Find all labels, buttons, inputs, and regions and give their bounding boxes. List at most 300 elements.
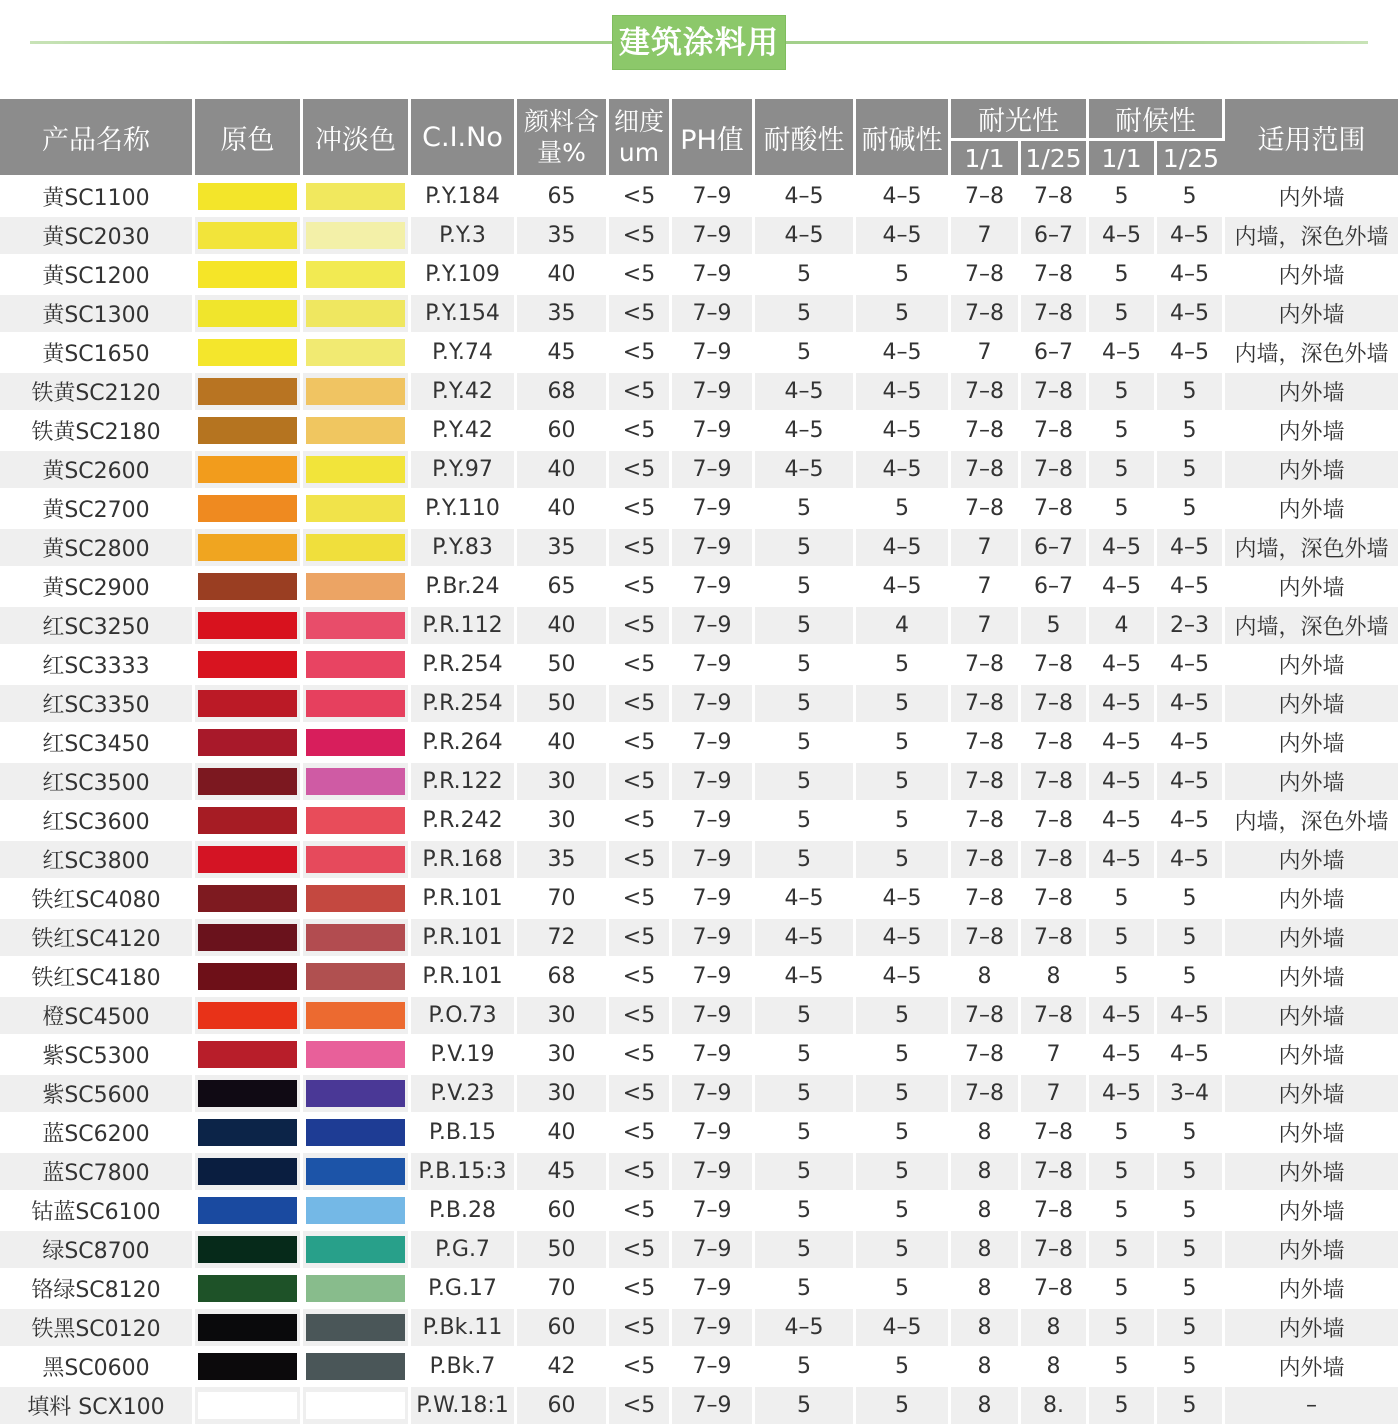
product-name-cell: 铁黑SC0120 (0, 1309, 195, 1348)
tint-color-swatch (306, 1080, 405, 1107)
pigment-content-cell: 70 (517, 1270, 609, 1309)
fineness-cell: <5 (609, 529, 672, 568)
table-row (0, 373, 1398, 412)
light-fastness-1-25-cell: 8 (1021, 1348, 1089, 1387)
tint-color-swatch (306, 222, 405, 249)
ci-no-cell: P.Y.83 (411, 529, 517, 568)
alkali-resistance-cell: 4–5 (856, 217, 951, 256)
weather-fastness-1-1-cell: 5 (1089, 1114, 1157, 1153)
alkali-resistance-cell: 5 (856, 646, 951, 685)
acid-resistance-cell: 5 (755, 529, 856, 568)
ph-value-cell: 7–9 (672, 1270, 755, 1309)
product-name-cell: 钴蓝SC6100 (0, 1192, 195, 1231)
ph-value-cell: 7–9 (672, 880, 755, 919)
table-body (0, 178, 1398, 1426)
application-cell: 内外墙 (1225, 1075, 1398, 1114)
light-fastness-1-25-cell: 7–8 (1021, 685, 1089, 724)
application-cell: 内外墙 (1225, 685, 1398, 724)
pigment-content-cell: 40 (517, 1114, 609, 1153)
alkali-resistance-cell: 5 (856, 1231, 951, 1270)
ci-no-cell: P.G.17 (411, 1270, 517, 1309)
application-cell: 内外墙 (1225, 1114, 1398, 1153)
product-name-cell: 红SC3450 (0, 724, 195, 763)
weather-fastness-1-1-cell: 4–5 (1089, 763, 1157, 802)
acid-resistance-cell: 5 (755, 1114, 856, 1153)
tint-color-cell (303, 373, 411, 412)
ci-no-cell: P.Y.42 (411, 373, 517, 412)
product-name-cell: 铁红SC4080 (0, 880, 195, 919)
pigment-content-cell: 35 (517, 529, 609, 568)
ph-value-cell: 7–9 (672, 451, 755, 490)
ci-no-cell: P.R.254 (411, 646, 517, 685)
weather-fastness-1-1-cell: 4–5 (1089, 802, 1157, 841)
light-fastness-1-1-cell: 7–8 (951, 841, 1021, 880)
fineness-cell: <5 (609, 685, 672, 724)
light-fastness-1-1-cell: 7–8 (951, 802, 1021, 841)
light-fastness-1-25-cell: 7 (1021, 1075, 1089, 1114)
product-name-cell: 紫SC5600 (0, 1075, 195, 1114)
ci-no-cell: P.Br.24 (411, 568, 517, 607)
table-row (0, 607, 1398, 646)
weather-fastness-1-1-cell: 5 (1089, 178, 1157, 217)
product-name-cell: 紫SC5300 (0, 1036, 195, 1075)
original-color-swatch (198, 417, 297, 444)
ci-no-cell: P.R.264 (411, 724, 517, 763)
tint-color-swatch (306, 300, 405, 327)
weather-fastness-1-1-cell: 5 (1089, 373, 1157, 412)
alkali-resistance-cell: 4–5 (856, 919, 951, 958)
table-row (0, 568, 1398, 607)
tint-color-cell (303, 997, 411, 1036)
table-row (0, 1270, 1398, 1309)
tint-color-swatch (306, 1275, 405, 1302)
original-color-swatch (198, 339, 297, 366)
original-color-swatch (198, 651, 297, 678)
application-cell: 内墙，深色外墙 (1225, 529, 1398, 568)
header-tint-color: 冲淡色 (303, 99, 411, 178)
tint-color-swatch (306, 924, 405, 951)
pigment-content-cell: 65 (517, 568, 609, 607)
weather-fastness-1-1-cell: 4–5 (1089, 685, 1157, 724)
original-color-swatch (198, 261, 297, 288)
ph-value-cell: 7–9 (672, 1231, 755, 1270)
table-row (0, 685, 1398, 724)
ph-value-cell: 7–9 (672, 919, 755, 958)
original-color-swatch (198, 222, 297, 249)
weather-fastness-1-25-cell: 5 (1157, 1114, 1225, 1153)
fineness-cell: <5 (609, 1036, 672, 1075)
tint-color-swatch (306, 1119, 405, 1146)
ph-value-cell: 7–9 (672, 412, 755, 451)
light-fastness-1-25-cell: 7–8 (1021, 841, 1089, 880)
original-color-cell (195, 451, 303, 490)
header-pigment-content (517, 99, 609, 178)
alkali-resistance-cell: 5 (856, 1348, 951, 1387)
ph-value-cell: 7–9 (672, 997, 755, 1036)
table-row (0, 1231, 1398, 1270)
tint-color-cell (303, 295, 411, 334)
original-color-cell (195, 997, 303, 1036)
alkali-resistance-cell: 5 (856, 724, 951, 763)
light-fastness-1-25-cell: 6–7 (1021, 529, 1089, 568)
table-row (0, 724, 1398, 763)
weather-fastness-1-1-cell: 4–5 (1089, 334, 1157, 373)
light-fastness-1-25-cell: 7–8 (1021, 451, 1089, 490)
weather-fastness-1-25-cell: 4–5 (1157, 217, 1225, 256)
acid-resistance-cell: 5 (755, 1348, 856, 1387)
alkali-resistance-cell: 5 (856, 1075, 951, 1114)
tint-color-swatch (306, 690, 405, 717)
original-color-cell (195, 919, 303, 958)
table-row (0, 646, 1398, 685)
original-color-cell (195, 958, 303, 997)
alkali-resistance-cell: 5 (856, 1153, 951, 1192)
original-color-swatch (198, 768, 297, 795)
original-color-cell (195, 412, 303, 451)
product-name-cell: 黄SC2700 (0, 490, 195, 529)
light-fastness-1-25-cell: 7–8 (1021, 1231, 1089, 1270)
fineness-cell: <5 (609, 373, 672, 412)
table-row (0, 256, 1398, 295)
weather-fastness-1-1-cell: 5 (1089, 1231, 1157, 1270)
tint-color-swatch (306, 495, 405, 522)
original-color-cell (195, 1192, 303, 1231)
fineness-cell: <5 (609, 1153, 672, 1192)
tint-color-swatch (306, 1041, 405, 1068)
pigment-content-cell: 70 (517, 880, 609, 919)
alkali-resistance-cell: 4–5 (856, 880, 951, 919)
ph-value-cell: 7–9 (672, 178, 755, 217)
table-row (0, 178, 1398, 217)
application-cell: 内墙，深色外墙 (1225, 334, 1398, 373)
product-name-cell: 铁黄SC2120 (0, 373, 195, 412)
light-fastness-1-1-cell: 7–8 (951, 880, 1021, 919)
acid-resistance-cell: 5 (755, 802, 856, 841)
tint-color-swatch (306, 1314, 405, 1341)
original-color-cell (195, 295, 303, 334)
weather-fastness-1-25-cell: 4–5 (1157, 295, 1225, 334)
ph-value-cell: 7–9 (672, 763, 755, 802)
ci-no-cell: P.B.15 (411, 1114, 517, 1153)
acid-resistance-cell: 5 (755, 295, 856, 334)
light-fastness-1-1-cell: 7 (951, 568, 1021, 607)
alkali-resistance-cell: 4–5 (856, 451, 951, 490)
fineness-cell: <5 (609, 802, 672, 841)
original-color-cell (195, 763, 303, 802)
light-fastness-1-1-cell: 7–8 (951, 373, 1021, 412)
original-color-cell (195, 217, 303, 256)
weather-fastness-1-25-cell: 5 (1157, 373, 1225, 412)
ci-no-cell: P.O.73 (411, 997, 517, 1036)
acid-resistance-cell: 5 (755, 607, 856, 646)
tint-color-swatch (306, 339, 405, 366)
weather-fastness-1-1-cell: 5 (1089, 1309, 1157, 1348)
application-cell: 内外墙 (1225, 724, 1398, 763)
acid-resistance-cell: 5 (755, 685, 856, 724)
ph-value-cell: 7–9 (672, 529, 755, 568)
alkali-resistance-cell: 5 (856, 763, 951, 802)
weather-fastness-1-1-cell: 4 (1089, 607, 1157, 646)
weather-fastness-1-25-cell: 4–5 (1157, 646, 1225, 685)
product-name-cell: 蓝SC6200 (0, 1114, 195, 1153)
header-original-color: 原色 (195, 99, 303, 178)
ph-value-cell: 7–9 (672, 568, 755, 607)
original-color-swatch (198, 183, 297, 210)
ci-no-cell: P.R.168 (411, 841, 517, 880)
tint-color-swatch (306, 729, 405, 756)
ci-no-cell: P.R.112 (411, 607, 517, 646)
tint-color-swatch (306, 885, 405, 912)
light-fastness-1-1-cell: 7–8 (951, 919, 1021, 958)
weather-fastness-1-25-cell: 5 (1157, 1153, 1225, 1192)
alkali-resistance-cell: 5 (856, 802, 951, 841)
original-color-swatch (198, 1002, 297, 1029)
weather-fastness-1-1-cell: 4–5 (1089, 1075, 1157, 1114)
application-cell: 内墙，深色外墙 (1225, 607, 1398, 646)
light-fastness-1-25-cell: 7 (1021, 1036, 1089, 1075)
weather-fastness-1-1-cell: 4–5 (1089, 646, 1157, 685)
weather-fastness-1-1-cell: 4–5 (1089, 841, 1157, 880)
weather-fastness-1-25-cell: 5 (1157, 1387, 1225, 1426)
ci-no-cell: P.Y.3 (411, 217, 517, 256)
pigment-content-cell: 45 (517, 1153, 609, 1192)
tint-color-cell (303, 490, 411, 529)
original-color-cell (195, 568, 303, 607)
light-fastness-1-1-cell: 7–8 (951, 490, 1021, 529)
original-color-swatch (198, 1314, 297, 1341)
ph-value-cell: 7–9 (672, 724, 755, 763)
light-fastness-1-25-cell: 5 (1021, 607, 1089, 646)
acid-resistance-cell: 4–5 (755, 178, 856, 217)
weather-fastness-1-1-cell: 5 (1089, 880, 1157, 919)
alkali-resistance-cell: 4–5 (856, 568, 951, 607)
table-row (0, 919, 1398, 958)
light-fastness-1-1-cell: 7 (951, 217, 1021, 256)
application-cell: 内外墙 (1225, 958, 1398, 997)
table-row (0, 1192, 1398, 1231)
weather-fastness-1-25-cell: 2–3 (1157, 607, 1225, 646)
fineness-cell: <5 (609, 607, 672, 646)
pigment-content-cell: 50 (517, 1231, 609, 1270)
original-color-cell (195, 802, 303, 841)
table-row (0, 295, 1398, 334)
light-fastness-1-1-cell: 7–8 (951, 295, 1021, 334)
light-fastness-1-1-cell: 7–8 (951, 412, 1021, 451)
light-fastness-1-1-cell: 8 (951, 1348, 1021, 1387)
application-cell: 内外墙 (1225, 1270, 1398, 1309)
light-fastness-1-25-cell: 7–8 (1021, 1192, 1089, 1231)
ci-no-cell: P.V.23 (411, 1075, 517, 1114)
alkali-resistance-cell: 4–5 (856, 412, 951, 451)
light-fastness-1-25-cell: 7–8 (1021, 490, 1089, 529)
application-cell: 内外墙 (1225, 178, 1398, 217)
ph-value-cell: 7–9 (672, 217, 755, 256)
table-row (0, 1387, 1398, 1426)
tint-color-cell (303, 1387, 411, 1426)
table-row (0, 451, 1398, 490)
application-cell: 内外墙 (1225, 919, 1398, 958)
application-cell: 内外墙 (1225, 646, 1398, 685)
tint-color-swatch (306, 1236, 405, 1263)
light-fastness-1-25-cell: 7–8 (1021, 646, 1089, 685)
light-fastness-1-25-cell: 8 (1021, 1309, 1089, 1348)
pigment-content-cell: 35 (517, 217, 609, 256)
ph-value-cell: 7–9 (672, 1192, 755, 1231)
acid-resistance-cell: 5 (755, 334, 856, 373)
weather-fastness-1-1-cell: 4–5 (1089, 724, 1157, 763)
light-fastness-1-1-cell: 8 (951, 1387, 1021, 1426)
tint-color-cell (303, 880, 411, 919)
original-color-swatch (198, 378, 297, 405)
light-fastness-1-1-cell: 8 (951, 1270, 1021, 1309)
original-color-swatch (198, 690, 297, 717)
application-cell: 内外墙 (1225, 373, 1398, 412)
tint-color-cell (303, 685, 411, 724)
ph-value-cell: 7–9 (672, 1114, 755, 1153)
light-fastness-1-25-cell: 7–8 (1021, 1114, 1089, 1153)
acid-resistance-cell: 5 (755, 997, 856, 1036)
original-color-cell (195, 490, 303, 529)
alkali-resistance-cell: 4–5 (856, 958, 951, 997)
weather-fastness-1-25-cell: 5 (1157, 490, 1225, 529)
table-row (0, 412, 1398, 451)
pigment-content-cell: 40 (517, 607, 609, 646)
ci-no-cell: P.W.18:1 (411, 1387, 517, 1426)
original-color-swatch (198, 1041, 297, 1068)
original-color-cell (195, 1270, 303, 1309)
header-alkali-resistance: 耐碱性 (856, 99, 951, 178)
light-fastness-1-1-cell: 7–8 (951, 1036, 1021, 1075)
header-product-name: 产品名称 (0, 99, 195, 178)
tint-color-swatch (306, 612, 405, 639)
original-color-cell (195, 607, 303, 646)
table-row (0, 1114, 1398, 1153)
original-color-swatch (198, 846, 297, 873)
ci-no-cell: P.B.15:3 (411, 1153, 517, 1192)
tint-color-cell (303, 919, 411, 958)
table-row (0, 997, 1398, 1036)
application-cell: 内外墙 (1225, 490, 1398, 529)
ci-no-cell: P.R.242 (411, 802, 517, 841)
application-cell: 内外墙 (1225, 295, 1398, 334)
light-fastness-1-25-cell: 7–8 (1021, 997, 1089, 1036)
acid-resistance-cell: 5 (755, 1036, 856, 1075)
tint-color-cell (303, 1036, 411, 1075)
alkali-resistance-cell: 5 (856, 1036, 951, 1075)
product-name-cell: 铬绿SC8120 (0, 1270, 195, 1309)
ci-no-cell: P.R.254 (411, 685, 517, 724)
product-name-cell: 黄SC2600 (0, 451, 195, 490)
application-cell: 内外墙 (1225, 1036, 1398, 1075)
light-fastness-1-25-cell: 8. (1021, 1387, 1089, 1426)
acid-resistance-cell: 5 (755, 1231, 856, 1270)
weather-fastness-1-1-cell: 4–5 (1089, 1036, 1157, 1075)
original-color-cell (195, 334, 303, 373)
product-name-cell: 绿SC8700 (0, 1231, 195, 1270)
application-cell: 内外墙 (1225, 997, 1398, 1036)
application-cell: 内墙，深色外墙 (1225, 217, 1398, 256)
tint-color-cell (303, 607, 411, 646)
ph-value-cell: 7–9 (672, 1309, 755, 1348)
tint-color-cell (303, 256, 411, 295)
original-color-cell (195, 373, 303, 412)
original-color-swatch (198, 1236, 297, 1263)
weather-fastness-1-25-cell: 5 (1157, 1270, 1225, 1309)
acid-resistance-cell: 4–5 (755, 958, 856, 997)
product-name-cell: 黑SC0600 (0, 1348, 195, 1387)
fineness-cell: <5 (609, 1114, 672, 1153)
product-name-cell: 黄SC2800 (0, 529, 195, 568)
weather-fastness-1-1-cell: 5 (1089, 1270, 1157, 1309)
ph-value-cell: 7–9 (672, 841, 755, 880)
acid-resistance-cell: 4–5 (755, 412, 856, 451)
light-fastness-1-1-cell: 7–8 (951, 997, 1021, 1036)
table-row (0, 217, 1398, 256)
ph-value-cell: 7–9 (672, 256, 755, 295)
tint-color-swatch (306, 261, 405, 288)
acid-resistance-cell: 5 (755, 1153, 856, 1192)
application-cell: 内外墙 (1225, 841, 1398, 880)
header-fineness-text: 细度um (613, 107, 664, 167)
ci-no-cell: P.B.28 (411, 1192, 517, 1231)
table-row (0, 958, 1398, 997)
weather-fastness-1-25-cell: 5 (1157, 412, 1225, 451)
original-color-cell (195, 256, 303, 295)
acid-resistance-cell: 4–5 (755, 1309, 856, 1348)
pigment-content-cell: 60 (517, 1192, 609, 1231)
alkali-resistance-cell: 4–5 (856, 334, 951, 373)
tint-color-cell (303, 1231, 411, 1270)
ci-no-cell: P.Bk.7 (411, 1348, 517, 1387)
tint-color-cell (303, 568, 411, 607)
original-color-cell (195, 1231, 303, 1270)
product-name-cell: 红SC3250 (0, 607, 195, 646)
weather-fastness-1-25-cell: 4–5 (1157, 724, 1225, 763)
table-row (0, 841, 1398, 880)
ci-no-cell: P.Y.42 (411, 412, 517, 451)
ph-value-cell: 7–9 (672, 1075, 755, 1114)
alkali-resistance-cell: 4–5 (856, 1309, 951, 1348)
ph-value-cell: 7–9 (672, 373, 755, 412)
application-cell: 内外墙 (1225, 451, 1398, 490)
header-application: 适用范围 (1225, 99, 1398, 178)
alkali-resistance-cell: 5 (856, 1387, 951, 1426)
acid-resistance-cell: 5 (755, 1387, 856, 1426)
weather-fastness-1-25-cell: 5 (1157, 178, 1225, 217)
alkali-resistance-cell: 5 (856, 256, 951, 295)
acid-resistance-cell: 5 (755, 724, 856, 763)
acid-resistance-cell: 4–5 (755, 373, 856, 412)
tint-color-swatch (306, 573, 405, 600)
tint-color-swatch (306, 417, 405, 444)
fineness-cell: <5 (609, 256, 672, 295)
table-row (0, 529, 1398, 568)
fineness-cell: <5 (609, 880, 672, 919)
table-row (0, 802, 1398, 841)
light-fastness-1-25-cell: 7–8 (1021, 763, 1089, 802)
tint-color-cell (303, 1114, 411, 1153)
product-name-cell: 黄SC1200 (0, 256, 195, 295)
pigment-content-cell: 68 (517, 958, 609, 997)
weather-fastness-1-25-cell: 3–4 (1157, 1075, 1225, 1114)
ph-value-cell: 7–9 (672, 685, 755, 724)
weather-fastness-1-25-cell: 4–5 (1157, 529, 1225, 568)
pigment-content-cell: 30 (517, 1036, 609, 1075)
original-color-swatch (198, 1197, 297, 1224)
tint-color-cell (303, 178, 411, 217)
acid-resistance-cell: 5 (755, 568, 856, 607)
ph-value-cell: 7–9 (672, 295, 755, 334)
